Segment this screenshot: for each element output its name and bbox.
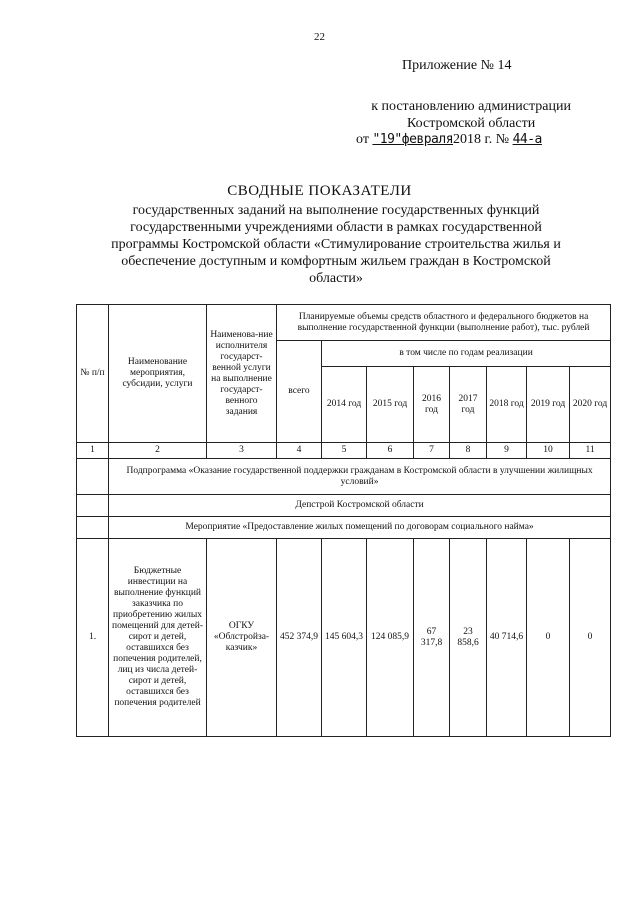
decree-month: февраля [401, 132, 454, 147]
decree-number: 44-а [512, 132, 542, 147]
header-total: всего [277, 341, 322, 443]
header-year: 2014 год [322, 367, 367, 443]
header-planned: Планируемые объемы средств областного и федерального бюджетов на выполнение государственной функции (выполнение работ), тыс. рублей [277, 305, 611, 341]
row-value: 0 [527, 539, 570, 737]
empty-cell [77, 517, 109, 539]
column-number: 11 [570, 443, 611, 459]
header-by-years: в том числе по годам реализации [322, 341, 611, 367]
column-number: 7 [414, 443, 450, 459]
column-number: 6 [367, 443, 414, 459]
column-number: 10 [527, 443, 570, 459]
appendix-label: Приложение № 14 [402, 58, 512, 73]
table-row [77, 539, 611, 737]
document-subtitle: государственных заданий на выполнение государственных функций государственными учреждениями области в рамках государственной программы Костромской области «Стимулирование строительства жилья и обеспечение доступным и комфортным жильем граждан в Костромской области» [111, 203, 561, 286]
column-number: 9 [487, 443, 527, 459]
header-num: № п/п [77, 305, 109, 443]
header-year: 2018 год [487, 367, 527, 443]
header-executor: Наименова-ние исполнителя государст-венной услуги на выполнение государст-венного задания [207, 305, 277, 443]
row-value: 145 604,3 [322, 539, 367, 737]
decree-date-line [356, 132, 542, 148]
row-value: 40 714,6 [487, 539, 527, 737]
decree-prefix: от [356, 132, 369, 147]
page-number: 22 [314, 31, 325, 43]
resolution-header [371, 98, 571, 132]
row-executor: ОГКУ «Облстройза-казчик» [207, 539, 277, 737]
column-number: 2 [109, 443, 207, 459]
empty-cell [77, 495, 109, 517]
row-name: Бюджетные инвестиции на выполнение функций заказчика по приобретению жилых помещений для детей-сирот и детей, оставшихся без попечения родителей, лиц из числа детей-сирот и детей, оставшихся без попечения родителей [109, 539, 207, 737]
column-number: 5 [322, 443, 367, 459]
header-year: 2019 год [527, 367, 570, 443]
header-year: 2016 год [414, 367, 450, 443]
column-number: 3 [207, 443, 277, 459]
header-name: Наименование мероприятия, субсидии, услуги [109, 305, 207, 443]
document-title: СВОДНЫЕ ПОКАЗАТЕЛИ [227, 183, 412, 199]
indicators-table [76, 304, 611, 737]
row-value: 124 085,9 [367, 539, 414, 737]
column-number: 1 [77, 443, 109, 459]
row-value: 0 [570, 539, 611, 737]
row-value: 23 858,6 [450, 539, 487, 737]
row-num: 1. [77, 539, 109, 737]
header-year: 2020 год [570, 367, 611, 443]
header-year: 2015 год [367, 367, 414, 443]
resolution-line-1: к постановлению администрации [371, 99, 571, 114]
decree-year: 2018 г. № [453, 132, 510, 147]
subprogram-row: Подпрограмма «Оказание государственной поддержки гражданам в Костромской области в улучшении жилищных условий» [109, 459, 611, 495]
decree-day: "19" [372, 132, 402, 147]
resolution-line-2: Костромской области [407, 116, 536, 131]
row-value: 452 374,9 [277, 539, 322, 737]
department-row: Депстрой Костромской области [109, 495, 611, 517]
column-number: 8 [450, 443, 487, 459]
row-value: 67 317,8 [414, 539, 450, 737]
empty-cell [77, 459, 109, 495]
header-year: 2017 год [450, 367, 487, 443]
measure-row: Мероприятие «Предоставление жилых помещений по договорам социального найма» [109, 517, 611, 539]
column-number: 4 [277, 443, 322, 459]
